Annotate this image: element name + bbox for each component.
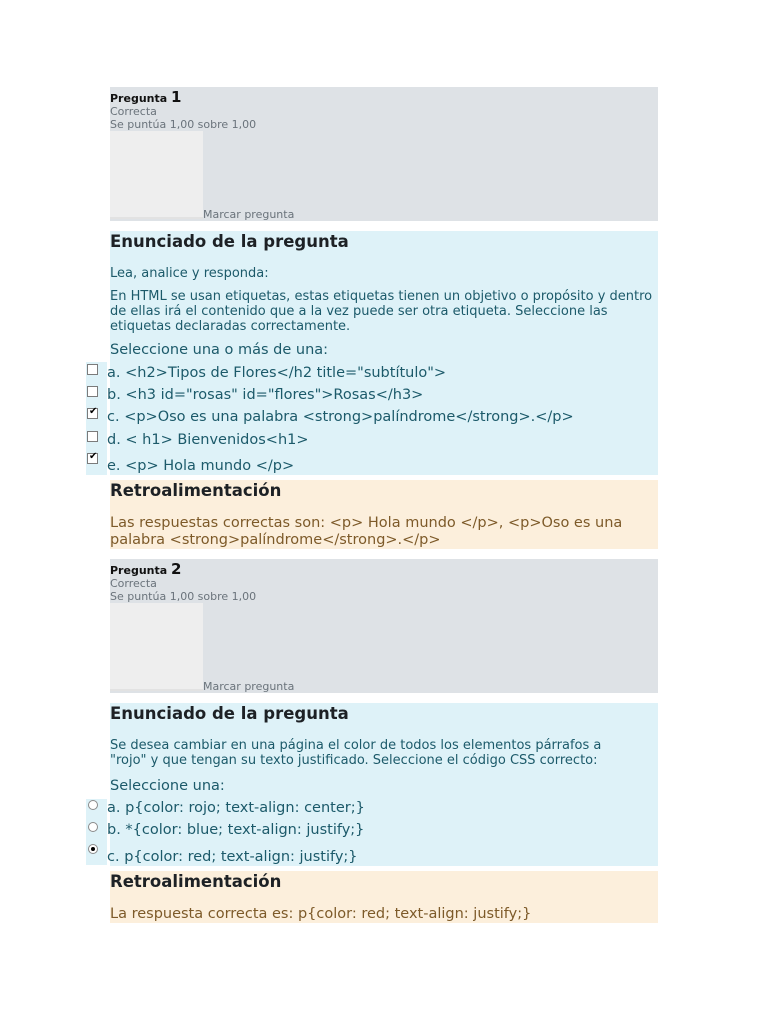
radio-b[interactable] xyxy=(88,822,98,832)
question-2-feedback xyxy=(110,871,658,923)
question-2-info xyxy=(110,559,658,693)
option-c[interactable]: c. <p>Oso es una palabra <strong>palíndrome</strong>.</p> xyxy=(107,409,574,425)
question-2-title xyxy=(110,560,181,578)
option-a[interactable]: a. <h2>Tipos de Flores</h2 title="subtítulo"> xyxy=(107,365,447,381)
question-1-title xyxy=(110,88,181,106)
feedback-heading: Retroalimentación xyxy=(110,872,282,891)
flag-icon[interactable] xyxy=(110,131,203,219)
radio-a[interactable] xyxy=(88,800,98,810)
question-2-formulation xyxy=(110,703,658,866)
question-grade: Se puntúa 1,00 sobre 1,00 xyxy=(110,118,257,131)
option-c[interactable]: c. p{color: red; text-align: justify;} xyxy=(107,849,358,865)
answer-prompt: Seleccione una o más de una: xyxy=(110,342,329,358)
question-heading: Enunciado de la pregunta xyxy=(110,704,349,723)
question-number: 2 xyxy=(171,560,182,578)
question-number: 1 xyxy=(171,88,182,106)
feedback-text-line-1: La respuesta correcta es: p{color: red; text-align: justify;} xyxy=(110,906,532,922)
flag-icon[interactable] xyxy=(110,603,203,691)
question-state: Correcta xyxy=(110,105,157,118)
feedback-text-line-2: palabra <strong>palíndrome</strong>.</p> xyxy=(110,532,441,548)
option-b[interactable]: b. <h3 id="rosas" id="flores">Rosas</h3> xyxy=(107,387,424,403)
feedback-text-line-1: Las respuestas correctas son: <p> Hola mundo </p>, <p>Oso es una xyxy=(110,515,623,531)
checkbox-e[interactable] xyxy=(87,453,98,464)
question-1-feedback xyxy=(110,480,658,549)
question-label: Pregunta xyxy=(110,92,168,105)
question-grade: Se puntúa 1,00 sobre 1,00 xyxy=(110,590,257,603)
option-d[interactable]: d. < h1> Bienvenidos<h1> xyxy=(107,432,309,448)
feedback-heading: Retroalimentación xyxy=(110,481,282,500)
checkbox-d[interactable] xyxy=(87,431,98,442)
flag-question-link[interactable]: Marcar pregunta xyxy=(203,208,295,221)
checkbox-c[interactable] xyxy=(87,408,98,419)
check-icon: ✔ xyxy=(89,451,98,462)
question-1-info xyxy=(110,87,658,221)
checkbox-b[interactable] xyxy=(87,386,98,397)
answer-prompt: Seleccione una: xyxy=(110,778,225,794)
checkbox-a[interactable] xyxy=(87,364,98,375)
question-text: Se desea cambiar en una página el color de todos los elementos párrafos a "rojo" y que tengan su texto justificado. Seleccione el código CSS correcto: xyxy=(110,738,602,768)
option-b[interactable]: b. *{color: blue; text-align: justify;} xyxy=(107,822,365,838)
option-a[interactable]: a. p{color: rojo; text-align: center;} xyxy=(107,800,365,816)
check-icon: ✔ xyxy=(89,406,98,417)
radio-selected-icon xyxy=(91,847,95,851)
question-text: En HTML se usan etiquetas, estas etiquetas tienen un objetivo o propósito y dentro de ellas irá el contenido que a la vez puede ser otra etiqueta. Seleccione las etiquetas declaradas correctamente. xyxy=(110,289,653,334)
option-e[interactable]: e. <p> Hola mundo </p> xyxy=(107,458,295,474)
radio-c[interactable] xyxy=(88,844,98,854)
question-intro: Lea, analice y responda: xyxy=(110,266,269,281)
question-state: Correcta xyxy=(110,577,157,590)
question-label: Pregunta xyxy=(110,564,168,577)
flag-question-link[interactable]: Marcar pregunta xyxy=(203,680,295,693)
question-heading: Enunciado de la pregunta xyxy=(110,232,349,251)
